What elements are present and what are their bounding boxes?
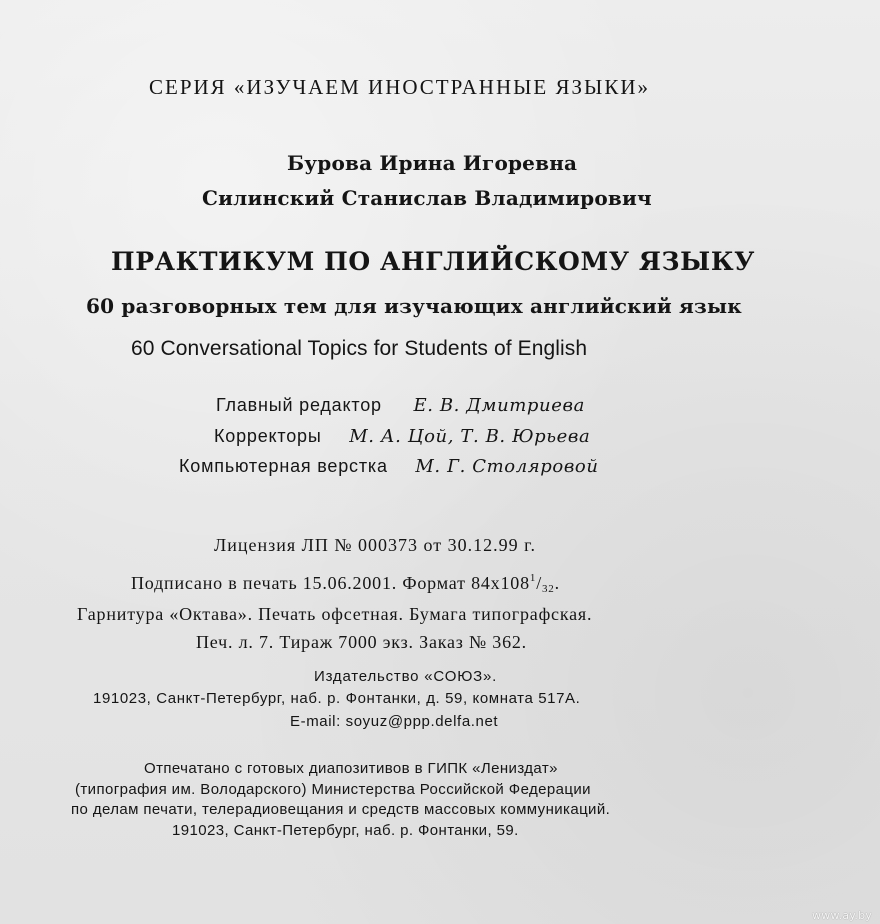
format-numerator: 1 (529, 572, 537, 584)
print-line-1-prefix: Подписано в печать 15.06.2001. Формат 84x108 (131, 573, 530, 593)
watermark-text: www.ay.by (812, 909, 872, 922)
print-line-1-suffix: . (554, 573, 560, 593)
format-denominator: 32 (542, 583, 555, 595)
credit-name: М. Г. Столяровой (415, 456, 599, 477)
credit-role: Компьютерная верстка (179, 456, 388, 476)
publisher-email: E-mail: soyuz@ppp.delfa.net (290, 713, 499, 730)
printed-info-line: Отпечатано с готовых диапозитивов в ГИПК «Лениздат» (144, 760, 558, 777)
publisher-name: Издательство «СОЮЗ». (314, 668, 498, 685)
subtitle-russian: 60 разговорных тем для изучающих английский язык (86, 294, 742, 318)
print-line-1 (131, 573, 560, 594)
credit-name: М. А. Цой, Т. В. Юрьева (349, 426, 591, 447)
credit-role: Корректоры (214, 426, 322, 446)
credit-role: Главный редактор (216, 395, 382, 415)
print-line-3: Печ. л. 7. Тираж 7000 экз. Заказ № 362. (196, 632, 527, 652)
book-title: ПРАКТИКУМ ПО АНГЛИЙСКОМУ ЯЗЫКУ (111, 247, 756, 276)
license-line: Лицензия ЛП № 000373 от 30.12.99 г. (214, 535, 536, 555)
printed-info-line: по делам печати, телерадиовещания и средств массовых коммуникаций. (71, 801, 611, 818)
printed-info-line: 191023, Санкт-Петербург, наб. р. Фонтанки, 59. (172, 822, 519, 839)
series-line: СЕРИЯ «ИЗУЧАЕМ ИНОСТРАННЫЕ ЯЗЫКИ» (149, 75, 651, 99)
credit-name: Е. В. Дмитриева (413, 395, 585, 416)
subtitle-english: 60 Conversational Topics for Students of English (131, 337, 588, 360)
format-slash: / (536, 573, 542, 593)
author-1: Бурова Ирина Игоревна (287, 151, 578, 175)
credit-proofreaders (214, 426, 590, 447)
author-2: Силинский Станислав Владимирович (202, 186, 652, 210)
credit-layout (179, 456, 599, 477)
print-line-2: Гарнитура «Октава». Печать офсетная. Бумага типографская. (77, 604, 593, 624)
publisher-address: 191023, Санкт-Петербург, наб. р. Фонтанки, д. 59, комната 517А. (93, 690, 581, 707)
credit-chief-editor (216, 395, 585, 416)
printed-info-line: (типография им. Володарского) Министерства Российской Федерации (75, 781, 591, 798)
